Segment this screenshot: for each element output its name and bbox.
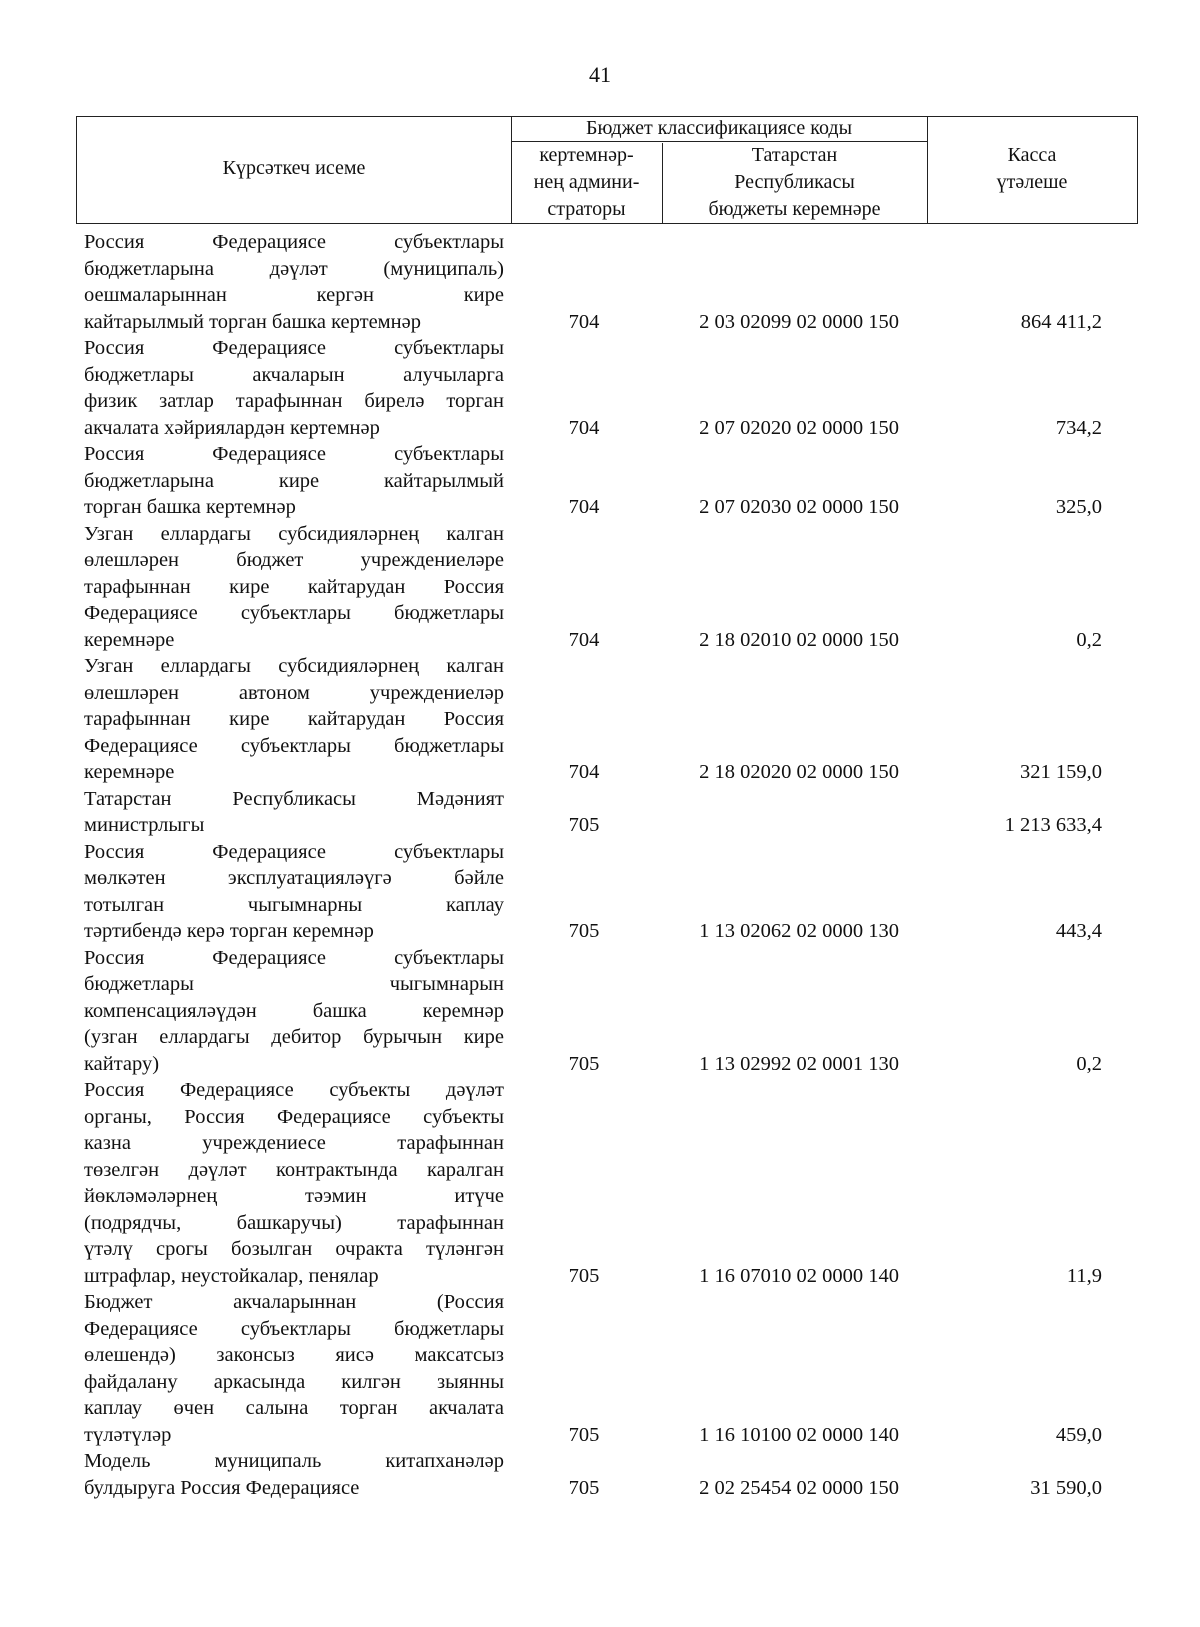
admin-code: 704	[568, 496, 600, 518]
header-admin-line: нең админи-	[533, 171, 640, 193]
table-row	[84, 945, 1134, 1078]
indicator-name-line: акчалата хәйриялардән кертемнәр	[84, 416, 380, 439]
table-row	[84, 441, 1134, 521]
indicator-name-line: мөлкәтен эксплуатацияләүгә бәйле	[84, 867, 504, 889]
table-body	[84, 229, 1134, 1501]
budget-code: 1 16 10100 02 0000 140	[699, 1423, 899, 1446]
indicator-name-line: каплау өчен салына торган акчалата	[84, 1397, 504, 1419]
indicator-name-line: Россия Федерациясе субъектлары	[84, 443, 504, 465]
indicator-name-line: Модель муниципаль китапханәләр	[84, 1450, 504, 1472]
indicator-name-line: Федерациясе субъектлары бюджетлары	[84, 734, 504, 757]
budget-code: 2 07 02030 02 0000 150	[699, 496, 899, 518]
indicator-name	[84, 1077, 504, 1289]
indicator-name-line: бюджетлары чыгымнарын	[84, 973, 504, 995]
indicator-name-line: (подрядчы, башкаручы) тарафыннан	[84, 1211, 504, 1234]
cash-amount: 864 411,2	[1020, 310, 1102, 333]
table-row	[84, 335, 1134, 441]
indicator-name-line: Федерациясе субъектлары бюджетлары	[84, 1317, 504, 1340]
admin-code: 704	[568, 628, 600, 651]
admin-code: 705	[568, 814, 600, 836]
indicator-name-line: үтәлү срогы бозылган очракта түләнгән	[84, 1238, 504, 1260]
admin-code: 705	[568, 1476, 600, 1499]
header-cash	[927, 142, 1137, 196]
admin-code: 704	[568, 416, 600, 439]
cash-amount: 0,2	[1076, 628, 1102, 651]
indicator-name	[84, 653, 504, 786]
admin-code: 705	[568, 920, 600, 942]
indicator-name-line: Узган еллардагы субсидияләрнең калган	[84, 655, 504, 677]
indicator-name-line: министрлыгы	[84, 814, 205, 836]
admin-code: 704	[568, 761, 600, 783]
indicator-name-line: керемнәре	[84, 761, 175, 783]
indicator-name-line: бюджетларына кире кайтарылмый	[84, 469, 504, 492]
cash-amount: 11,9	[1066, 1264, 1102, 1287]
indicator-name-line: Бюджет акчаларыннан (Россия	[84, 1291, 504, 1313]
indicator-name-line: торган башка кертемнәр	[84, 496, 296, 518]
budget-code: 2 07 02020 02 0000 150	[699, 416, 899, 439]
indicator-name-line: түләтүләр	[84, 1423, 172, 1446]
admin-code: 705	[568, 1423, 600, 1446]
indicator-name-line: файдалану аркасында килгән зыянны	[84, 1370, 504, 1393]
indicator-name-line: компенсацияләүдән башка керемнәр	[84, 999, 504, 1022]
header-indicator-name: Күрсәткеч исеме	[222, 157, 366, 179]
table-header	[76, 116, 1138, 224]
indicator-name-line: бюджетларына дәүләт (муниципаль)	[84, 257, 504, 280]
indicator-name-line: бюджетлары акчаларын алучыларга	[84, 363, 504, 386]
admin-code: 704	[568, 310, 600, 333]
budget-code: 2 18 02010 02 0000 150	[699, 628, 899, 651]
table-row	[84, 653, 1134, 786]
cash-amount: 1 213 633,4	[1004, 814, 1102, 836]
indicator-name-line: тарафыннан кире кайтарудан Россия	[84, 708, 504, 730]
admin-code: 705	[568, 1052, 600, 1075]
header-revenue-line: бюджеты керемнәре	[708, 198, 881, 220]
indicator-name	[84, 839, 504, 945]
indicator-name	[84, 441, 504, 521]
indicator-name	[84, 945, 504, 1078]
indicator-name-line: Россия Федерациясе субъектлары	[84, 337, 504, 359]
header-revenue-line: Татарстан	[751, 144, 838, 166]
budget-code: 2 02 25454 02 0000 150	[699, 1476, 899, 1499]
indicator-name-line: кайтарылмый торган башка кертемнәр	[84, 310, 421, 333]
indicator-name-line: органы, Россия Федерациясе субъекты	[84, 1105, 504, 1128]
table-row	[84, 229, 1134, 335]
indicator-name	[84, 229, 504, 335]
indicator-name	[84, 786, 504, 839]
header-cash-line: Касса	[1007, 144, 1057, 166]
cash-amount: 459,0	[1055, 1423, 1102, 1446]
indicator-name-line: Россия Федерациясе субъектлары	[84, 231, 504, 253]
indicator-name	[84, 521, 504, 654]
budget-code: 2 18 02020 02 0000 150	[699, 761, 899, 783]
cash-amount: 31 590,0	[1030, 1476, 1102, 1499]
cash-amount: 734,2	[1055, 416, 1102, 439]
cash-amount: 0,2	[1076, 1052, 1102, 1075]
cash-amount: 325,0	[1055, 496, 1102, 518]
indicator-name-line: тарафыннан кире кайтарудан Россия	[84, 575, 504, 598]
header-admin	[511, 142, 662, 223]
header-revenue-line: Республикасы	[734, 171, 855, 193]
budget-code: 1 13 02992 02 0001 130	[699, 1052, 899, 1075]
indicator-name-line: Узган еллардагы субсидияләрнең калган	[84, 522, 504, 545]
indicator-name-line: Россия Федерациясе субъектлары	[84, 840, 504, 863]
indicator-name-line: өлешләрен бюджет учреждениеләре	[84, 549, 504, 571]
header-cash-line: үтәлеше	[996, 171, 1068, 193]
indicator-name	[84, 1448, 504, 1501]
indicator-name-line: өлешләрен автоном учреждениеләр	[84, 681, 504, 704]
indicator-name-line: Россия Федерациясе субъектлары	[84, 946, 504, 969]
indicator-name-line: өлешендә) законсыз яисә максатсыз	[84, 1344, 504, 1366]
indicator-name-line: булдыруга Россия Федерациясе	[84, 1476, 360, 1499]
indicator-name	[84, 335, 504, 441]
indicator-name-line: керемнәре	[84, 628, 175, 651]
table-row	[84, 1289, 1134, 1448]
indicator-name-line: тәртибендә керә торган керемнәр	[84, 920, 374, 942]
indicator-name-line: кайтару)	[84, 1052, 160, 1075]
header-revenue	[662, 142, 927, 223]
cash-amount: 321 159,0	[1020, 761, 1102, 783]
header-budget-code-group: Бюджет классификациясе коды	[585, 117, 853, 139]
indicator-name-line: Федерациясе субъектлары бюджетлары	[84, 602, 504, 624]
budget-code: 1 16 07010 02 0000 140	[699, 1264, 899, 1287]
admin-code: 705	[568, 1264, 600, 1287]
indicator-name-line: физик затлар тарафыннан бирелә торган	[84, 390, 504, 412]
indicator-name-line: казна учреждениесе тарафыннан	[84, 1132, 504, 1154]
page-number: 41	[589, 62, 611, 87]
table-row	[84, 1448, 1134, 1501]
budget-code: 1 13 02062 02 0000 130	[699, 920, 899, 942]
indicator-name-line: йөкләмәләрнең тәэмин итүче	[84, 1185, 504, 1207]
indicator-name-line: штрафлар, неустойкалар, пенялар	[84, 1264, 379, 1287]
header-admin-line: страторы	[547, 198, 626, 220]
indicator-name-line: тотылган чыгымнарны каплау	[84, 893, 504, 916]
indicator-name-line: төзелгән дәүләт контрактында каралган	[84, 1158, 504, 1181]
cash-amount: 443,4	[1055, 920, 1102, 942]
table-row	[84, 786, 1134, 839]
indicator-name-line: (узган еллардагы дебитор бурычын кире	[84, 1026, 504, 1048]
table-row	[84, 839, 1134, 945]
indicator-name-line: оешмаларыннан кергән кире	[84, 284, 504, 306]
budget-code: 2 03 02099 02 0000 150	[699, 310, 899, 333]
table-row	[84, 1077, 1134, 1289]
indicator-name-line: Татарстан Республикасы Мәдәният	[84, 787, 504, 810]
indicator-name-line: Россия Федерациясе субъекты дәүләт	[84, 1079, 504, 1101]
table-row	[84, 521, 1134, 654]
indicator-name	[84, 1289, 504, 1448]
header-admin-line: кертемнәр-	[539, 144, 634, 166]
